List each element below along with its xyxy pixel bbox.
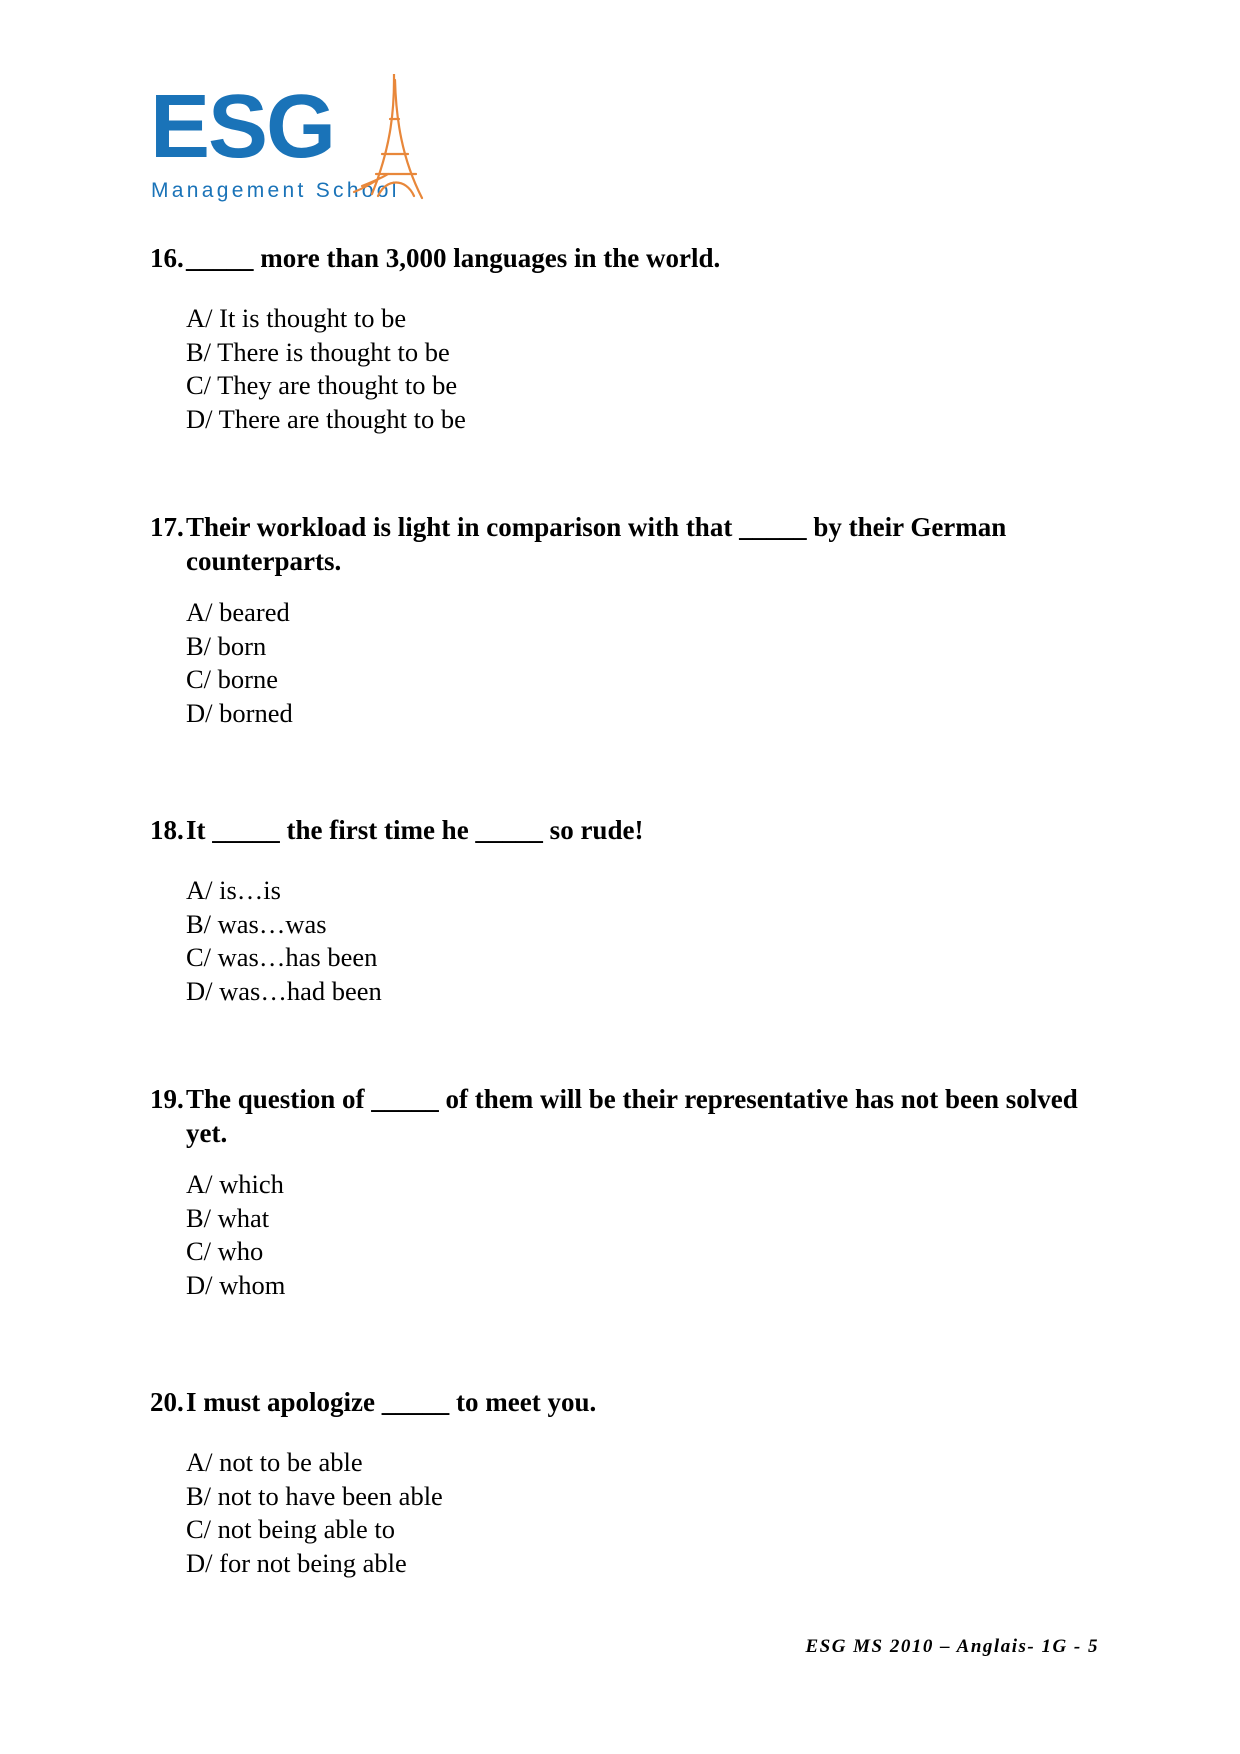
answer-option: C/ borne bbox=[186, 664, 278, 695]
answer-option: D/ was…had been bbox=[186, 975, 382, 1006]
question-stem bbox=[150, 1385, 1100, 1419]
question-text: Their workload is light in comparison with that _____ by their German counterparts. bbox=[186, 512, 1007, 576]
question-number: 17. bbox=[150, 512, 184, 542]
question-stem bbox=[150, 1082, 1100, 1150]
question-17 bbox=[150, 510, 1100, 730]
answer-option: A/ beared bbox=[186, 597, 290, 627]
question-text: _____ more than 3,000 languages in the world. bbox=[186, 243, 721, 273]
esg-logo bbox=[150, 74, 440, 206]
answer-option: B/ There is thought to be bbox=[186, 336, 450, 367]
esg-logo-graphic bbox=[150, 74, 440, 206]
question-text: The question of _____ of them will be their representative has not been solved yet. bbox=[186, 1084, 1078, 1148]
question-text: I must apologize _____ to meet you. bbox=[186, 1387, 597, 1417]
answer-options bbox=[150, 302, 1100, 436]
question-number: 16. bbox=[150, 243, 184, 273]
logo-tagline-text: Management School bbox=[151, 179, 400, 202]
answer-option: B/ was…was bbox=[186, 908, 327, 939]
answer-option: C/ not being able to bbox=[186, 1514, 396, 1545]
question-number: 18. bbox=[150, 815, 184, 845]
answer-options bbox=[150, 1168, 1100, 1302]
page-footer: ESG MS 2010 – Anglais- 1G - 5 bbox=[805, 1636, 1099, 1657]
question-number: 19. bbox=[150, 1084, 184, 1114]
answer-option: D/ for not being able bbox=[186, 1547, 407, 1578]
logo-brand-text: ESG bbox=[150, 77, 335, 177]
answer-option: B/ what bbox=[186, 1202, 270, 1233]
answer-options bbox=[150, 1446, 1100, 1580]
question-20 bbox=[150, 1385, 1100, 1580]
answer-option: D/ whom bbox=[186, 1269, 286, 1300]
question-18 bbox=[150, 813, 1100, 1008]
answer-option: A/ is…is bbox=[186, 875, 281, 905]
answer-option: C/ was…has been bbox=[186, 942, 378, 973]
question-stem bbox=[150, 510, 1100, 578]
answer-option: B/ born bbox=[186, 630, 267, 661]
answer-option: D/ borned bbox=[186, 697, 293, 728]
question-stem bbox=[150, 813, 1100, 847]
question-19 bbox=[150, 1082, 1100, 1302]
question-number: 20. bbox=[150, 1387, 184, 1417]
question-16 bbox=[150, 241, 1100, 436]
answer-options bbox=[150, 874, 1100, 1008]
answer-option: D/ There are thought to be bbox=[186, 403, 466, 434]
answer-option: A/ It is thought to be bbox=[186, 303, 407, 333]
answer-option: A/ not to be able bbox=[186, 1447, 363, 1477]
question-text: It _____ the first time he _____ so rude! bbox=[186, 815, 644, 845]
answer-options bbox=[150, 596, 1100, 730]
answer-option: B/ not to have been able bbox=[186, 1480, 443, 1511]
answer-option: C/ They are thought to be bbox=[186, 370, 458, 401]
answer-option: A/ which bbox=[186, 1169, 284, 1199]
question-stem bbox=[150, 241, 1100, 275]
answer-option: C/ who bbox=[186, 1236, 264, 1267]
